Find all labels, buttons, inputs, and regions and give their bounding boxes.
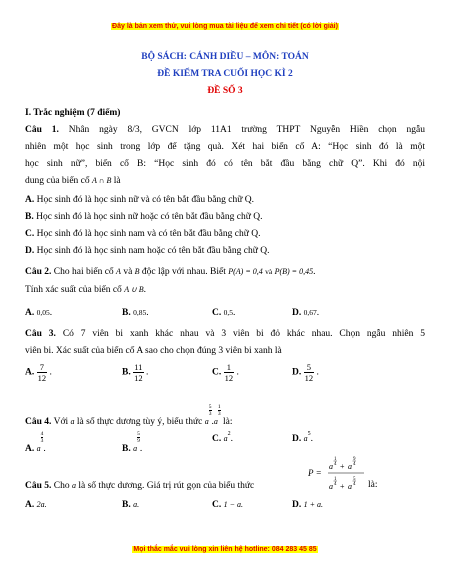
q3-option-a-label: A. bbox=[25, 367, 35, 378]
q4-option-a-label: A. bbox=[25, 444, 35, 454]
q4-option-b-exponent bbox=[137, 431, 140, 444]
q2-option-d-value: 0,67 bbox=[303, 308, 317, 317]
section-title bbox=[25, 107, 425, 119]
q1-label: Câu 1. bbox=[25, 125, 59, 135]
q3-option-b-label: B. bbox=[122, 367, 131, 378]
q4-expr-dot: . bbox=[211, 417, 214, 427]
q4-expr-base-1: a bbox=[204, 417, 209, 426]
q2-option-c-label: C. bbox=[212, 308, 222, 318]
q2-line-1: Câu 2. Cho hai biến cố A và B độc lập với nhau. Biết P(A) = 0,4 và P(B) = 0,45. bbox=[25, 267, 316, 277]
q5-option-d bbox=[292, 500, 323, 510]
q4-variable-a: a bbox=[70, 417, 75, 426]
q2-option-a-value: 0,05 bbox=[36, 308, 50, 317]
q4-option-a-exp-den: 3 bbox=[40, 438, 44, 444]
q5-label: Câu 5. bbox=[25, 481, 52, 491]
q4-text-1: Với bbox=[53, 417, 69, 427]
q3-option-d: D. $\frac{5}{12}$ . bbox=[292, 362, 319, 383]
q5-option-c bbox=[212, 500, 243, 510]
preview-notice-text: Đây là bản xem thử, vui lòng mua tài liệu để xem chi tiết (có lời giải) bbox=[112, 23, 338, 30]
q4-option-c: C. $a^2$. bbox=[212, 431, 233, 444]
q1-option-b-label: B. bbox=[25, 212, 34, 222]
section-title-text: I. Trắc nghiệm (7 điểm) bbox=[25, 108, 121, 118]
q2-option-c-value: 0,5 bbox=[223, 308, 233, 317]
q1-text-1: Nhân ngày 8/3, GVCN lớp 11A1 trường THPT Nguyễn Hiền chọn ngẫu bbox=[68, 125, 425, 135]
svg-text:4: 4 bbox=[353, 482, 356, 487]
q2-text-2: và bbox=[123, 267, 133, 277]
q4-option-d-label: D. bbox=[292, 434, 302, 444]
q4-line-1 bbox=[25, 404, 425, 428]
q5-option-d-value: 1 + a. bbox=[303, 500, 324, 509]
q5-text-1: Cho bbox=[53, 481, 70, 491]
q4-expr-exponent-1 bbox=[209, 404, 212, 417]
svg-text:a: a bbox=[348, 462, 352, 471]
q5-variable-a: a bbox=[72, 481, 76, 490]
q4-option-a-exp-num: 4 bbox=[40, 431, 44, 437]
q3-option-d-denominator: 12 bbox=[304, 373, 314, 383]
q4-option-b-label: B. bbox=[122, 444, 131, 454]
q3-option-b-denominator: 12 bbox=[134, 373, 143, 383]
q3-option-c: C. $\frac{1}{12}$ . bbox=[212, 362, 239, 383]
q3-option-a: A. $\frac{7}{12}$ . bbox=[25, 362, 52, 383]
q4-expr-base-2: a bbox=[213, 417, 218, 426]
svg-text:1: 1 bbox=[334, 457, 337, 462]
q5-option-a-label: A. bbox=[25, 500, 35, 510]
q4-exp2-num: 1 bbox=[217, 404, 221, 410]
q4-option-c-base: a bbox=[223, 434, 228, 443]
q4-option-b-base: a bbox=[133, 444, 138, 453]
q1-line-1 bbox=[25, 124, 425, 136]
q2-event-a: A bbox=[116, 267, 121, 276]
q1-option-c-text: Học sinh đó là học sinh nam và có tên bắt đầu bằng chữ Q. bbox=[36, 229, 261, 239]
q4-option-c-exponent: 2 bbox=[227, 431, 231, 437]
q2-option-b-label: B. bbox=[122, 308, 131, 318]
q4-expr-exponent-2 bbox=[218, 404, 221, 417]
svg-text:4: 4 bbox=[334, 462, 337, 467]
q2-event-b: B bbox=[134, 267, 140, 276]
q1-line-2: nhiên một học sinh trong lớp để tặng quà. Xét hai biến cố A: “Học sinh đó là một bbox=[25, 142, 425, 152]
q5-option-b-value: a. bbox=[133, 500, 140, 509]
q4-option-d: D. $a^5$. bbox=[292, 431, 313, 444]
q1-text-4: dung của biến cố bbox=[25, 176, 90, 186]
q3-text-1: Có 7 viên bi xanh khác nhau và 3 viên bi đỏ khác nhau. Chọn ngẫu nhiên 5 bbox=[62, 329, 426, 339]
q2-union-expression: A ∪ B bbox=[124, 285, 144, 294]
q3-option-c-numerator: 1 bbox=[224, 362, 235, 373]
q3-option-d-label: D. bbox=[292, 367, 302, 378]
exam-title: ĐỀ KIỂM TRA CUỐI HỌC KÌ 2 bbox=[157, 69, 293, 79]
q3-line-2: viên bi. Xác suất của biến cố A sao cho chọn đúng 3 viên bi xanh là bbox=[25, 346, 282, 356]
q1-option-b bbox=[25, 211, 425, 223]
q5-option-a-value: 2a. bbox=[36, 500, 47, 509]
q1-option-c-label: C. bbox=[25, 229, 35, 239]
q2-text-5: Tính xác suất của biến cố bbox=[25, 285, 122, 295]
q3-option-c-label: C. bbox=[212, 367, 222, 378]
svg-text:a: a bbox=[329, 482, 333, 491]
q4-text-2: là số thực dương tùy ý, biểu thức bbox=[76, 417, 203, 427]
q5-line-1 bbox=[25, 480, 425, 492]
q2-option-a: A. 0,05. bbox=[25, 308, 53, 318]
q4-option-a: A. a $\frac{4}{3}$ . bbox=[25, 431, 46, 454]
q4-option-d-base: a bbox=[303, 434, 308, 443]
q1-option-c bbox=[25, 228, 425, 240]
q4-exp1-num: 5 bbox=[208, 404, 212, 410]
book-subject-header: BỘ SÁCH: CÁNH DIỀU – MÔN: TOÁN bbox=[141, 52, 309, 62]
q4-label: Câu 4. bbox=[25, 417, 52, 427]
q1-option-a-text: Học sinh đó là học sinh nữ và có tên bắt đầu bằng chữ Q. bbox=[36, 195, 255, 205]
q5-option-c-label: C. bbox=[212, 500, 222, 510]
q2-option-b: B. 0,85. bbox=[122, 308, 149, 318]
q2-option-c: C. 0,5. bbox=[212, 308, 236, 318]
q1-option-b-text: Học sinh đó là học sinh nữ hoặc có tên bắt đầu bằng chữ Q. bbox=[36, 212, 263, 222]
q3-option-c-denominator: 12 bbox=[224, 373, 234, 383]
q5-text-3: là: bbox=[368, 480, 378, 490]
exam-number: ĐỀ SỐ 3 bbox=[207, 86, 243, 96]
svg-text:1: 1 bbox=[334, 477, 337, 482]
q5-option-d-label: D. bbox=[292, 500, 302, 510]
preview-notice-banner bbox=[0, 23, 450, 30]
q1-option-d-text: Học sinh đó là học sinh nam hoặc có tên bắt đầu bằng chữ Q. bbox=[36, 246, 270, 256]
q1-event-expression: A ∩ B bbox=[92, 176, 112, 185]
q2-text-3: độc lập với nhau. Biết bbox=[141, 267, 226, 277]
q1-line-4 bbox=[25, 175, 425, 187]
q5-option-b-label: B. bbox=[122, 500, 131, 510]
q3-option-a-denominator: 12 bbox=[37, 373, 47, 383]
q5-option-c-value: 1 − a. bbox=[223, 500, 244, 509]
q3-option-c-fraction bbox=[224, 362, 235, 383]
svg-text:9: 9 bbox=[353, 457, 356, 462]
svg-text:a: a bbox=[329, 462, 333, 471]
q3-option-a-fraction bbox=[37, 362, 48, 383]
q2-option-d-label: D. bbox=[292, 308, 302, 318]
q5-option-b bbox=[122, 500, 139, 510]
q1-option-d bbox=[25, 245, 425, 257]
q1-text-4b: là bbox=[113, 176, 121, 186]
q3-option-a-numerator: 7 bbox=[37, 362, 48, 373]
q4-option-b: B. a $\frac{5}{9}$ . bbox=[122, 431, 143, 454]
q3-option-d-fraction bbox=[304, 362, 315, 383]
q4-option-a-exponent bbox=[41, 431, 44, 444]
svg-text:a: a bbox=[348, 482, 352, 491]
q1-option-d-label: D. bbox=[25, 246, 35, 256]
q4-option-b-exp-num: 5 bbox=[137, 431, 140, 437]
q4-option-c-label: C. bbox=[212, 434, 222, 444]
q4-option-d-exponent: 5 bbox=[307, 431, 311, 437]
q1-option-a bbox=[25, 194, 425, 206]
q1-line-3: học sinh nữ”, biến cố B: “Học sinh đó có tên bắt đầu bằng chữ Q”. Khi đó nội bbox=[25, 159, 425, 169]
q4-exp2-den: 3 bbox=[217, 411, 221, 417]
svg-text:+: + bbox=[340, 482, 345, 491]
q2-prob-b: P(B) = 0,45 bbox=[274, 267, 314, 276]
q2-option-d: D. 0,67. bbox=[292, 308, 320, 318]
q4-option-b-exp-den: 9 bbox=[137, 438, 140, 444]
q2-prob-a: P(A) = 0,4 bbox=[228, 267, 263, 276]
q2-option-b-value: 0,85 bbox=[133, 308, 147, 317]
q2-option-a-label: A. bbox=[25, 308, 35, 318]
q2-label: Câu 2. bbox=[25, 267, 52, 277]
hotline-text: Mọi thắc mắc vui lòng xin liên hệ hotline: 084 283 45 85 bbox=[133, 546, 317, 553]
svg-text:5: 5 bbox=[353, 477, 356, 482]
svg-text:4: 4 bbox=[334, 482, 337, 487]
svg-text:+: + bbox=[340, 462, 345, 471]
q5-text-2: là số thực dương. Giá trị rút gọn của biểu thức bbox=[78, 481, 255, 491]
q3-option-b: B. $\frac{11}{12}$ . bbox=[122, 362, 149, 383]
q3-line-1 bbox=[25, 328, 425, 340]
q3-option-b-fraction bbox=[133, 362, 144, 383]
q2-line-2: Tính xác suất của biến cố A ∪ B. bbox=[25, 285, 147, 295]
q3-label: Câu 3. bbox=[25, 329, 56, 339]
q2-text-1: Cho hai biến cố bbox=[53, 267, 114, 277]
q4-option-a-base: a bbox=[36, 444, 41, 453]
q4-text-3: là: bbox=[223, 417, 233, 427]
q3-option-b-numerator: 11 bbox=[134, 362, 143, 372]
q1-option-a-label: A. bbox=[25, 195, 35, 205]
q3-option-d-numerator: 5 bbox=[304, 362, 315, 373]
hotline-banner bbox=[0, 546, 450, 553]
q2-text-4: và bbox=[265, 267, 273, 276]
svg-text:4: 4 bbox=[353, 462, 356, 467]
q5-option-a bbox=[25, 500, 47, 510]
q5-text-3-wrap bbox=[368, 480, 378, 490]
q4-exp1-den: 3 bbox=[208, 411, 212, 417]
q5-expression-p: P = bbox=[308, 468, 322, 478]
